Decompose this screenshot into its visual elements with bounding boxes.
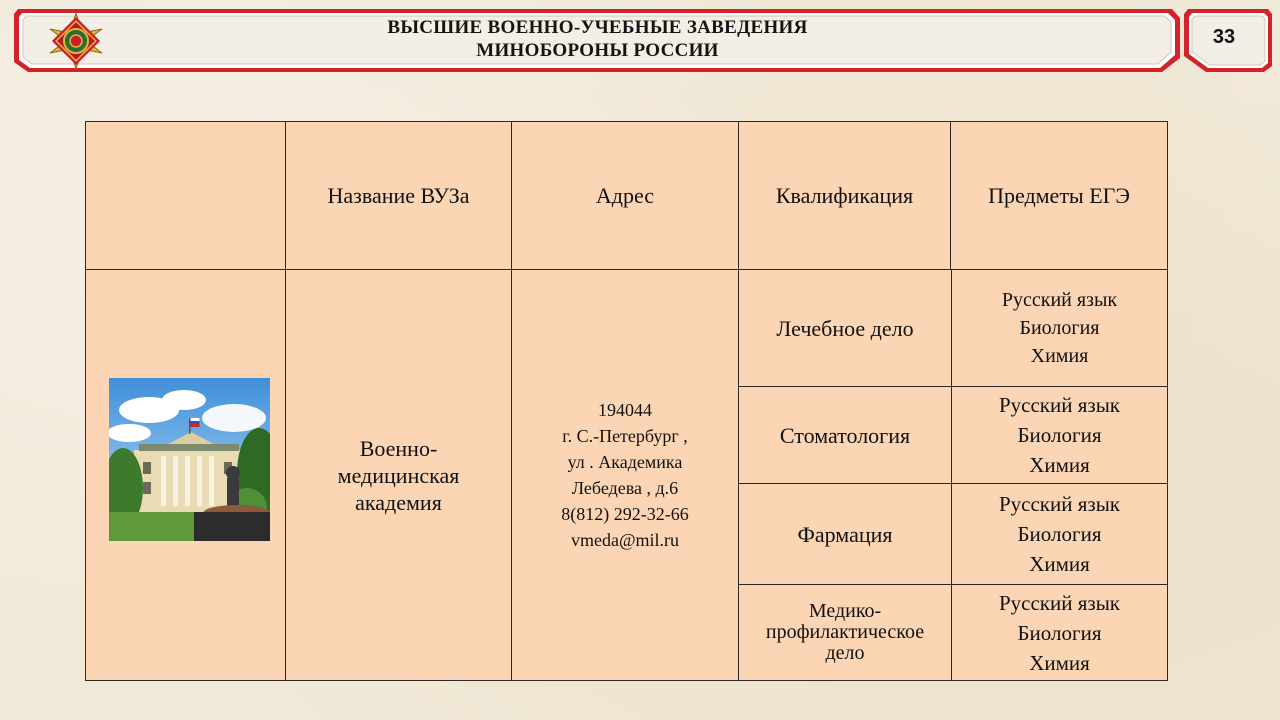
- qualification-cell-2: Стоматология: [738, 386, 952, 484]
- page-title: [330, 16, 865, 62]
- subject-4-1: Русский язык: [998, 590, 1121, 615]
- header-cell-qualification: Квалификация: [738, 121, 951, 270]
- subject-1-2: Биология: [1019, 317, 1100, 339]
- subject-3-3: Химия: [1029, 552, 1090, 576]
- title-line-2: МИНОБОРОНЫ РОССИИ: [476, 40, 719, 61]
- academy-photo: [109, 378, 270, 541]
- qualification-cell-4: [738, 584, 952, 681]
- qualification-4-line-3: дело: [825, 642, 865, 664]
- institution-line-2: медицинская: [337, 462, 460, 488]
- title-line-1: ВЫСШИЕ ВОЕННО-УЧЕБНЫЕ ЗАВЕДЕНИЯ: [387, 17, 808, 38]
- subject-4-2: Биология: [1017, 620, 1102, 645]
- subject-2-3: Химия: [1029, 453, 1090, 477]
- emblem-icon: [44, 12, 108, 70]
- qualification-4-line-2: профилактическое: [765, 621, 925, 643]
- subjects-cell-3: [951, 483, 1168, 585]
- header-cell-subjects: Предметы ЕГЭ: [950, 121, 1168, 270]
- subject-2-2: Биология: [1017, 423, 1102, 447]
- address-email: vmeda@mil.ru: [570, 530, 680, 550]
- subject-3-2: Биология: [1017, 522, 1102, 546]
- subjects-cell-2: [951, 386, 1168, 484]
- qualification-cell-3: Фармация: [738, 483, 952, 585]
- qualification-4-line-1: Медико-: [808, 600, 882, 622]
- address-building: Лебедева , д.6: [571, 478, 679, 498]
- address-city: г. С.-Петербург ,: [562, 426, 688, 446]
- subject-2-1: Русский язык: [998, 393, 1121, 417]
- subjects-cell-1: [951, 269, 1168, 387]
- subject-1-1: Русский язык: [1001, 289, 1118, 311]
- subject-1-3: Химия: [1030, 345, 1089, 367]
- subjects-cell-4: [951, 584, 1168, 681]
- subject-4-3: Химия: [1029, 650, 1090, 675]
- header-cell-name: Название ВУЗа: [285, 121, 512, 270]
- institution-address: [511, 269, 739, 681]
- address-phone: 8(812) 292-32-66: [561, 504, 689, 524]
- institution-line-3: академия: [355, 489, 442, 515]
- page-number: 33: [1212, 26, 1236, 48]
- address-postcode: 194044: [598, 400, 652, 420]
- subject-3-1: Русский язык: [998, 492, 1121, 516]
- qualification-cell-1: Лечебное дело: [738, 269, 952, 387]
- header-cell-empty: [85, 121, 286, 270]
- institution-line-1: Военно-: [359, 435, 438, 461]
- address-street: ул . Академика: [567, 452, 683, 472]
- header-cell-address: Адрес: [511, 121, 739, 270]
- institution-name: [285, 269, 512, 681]
